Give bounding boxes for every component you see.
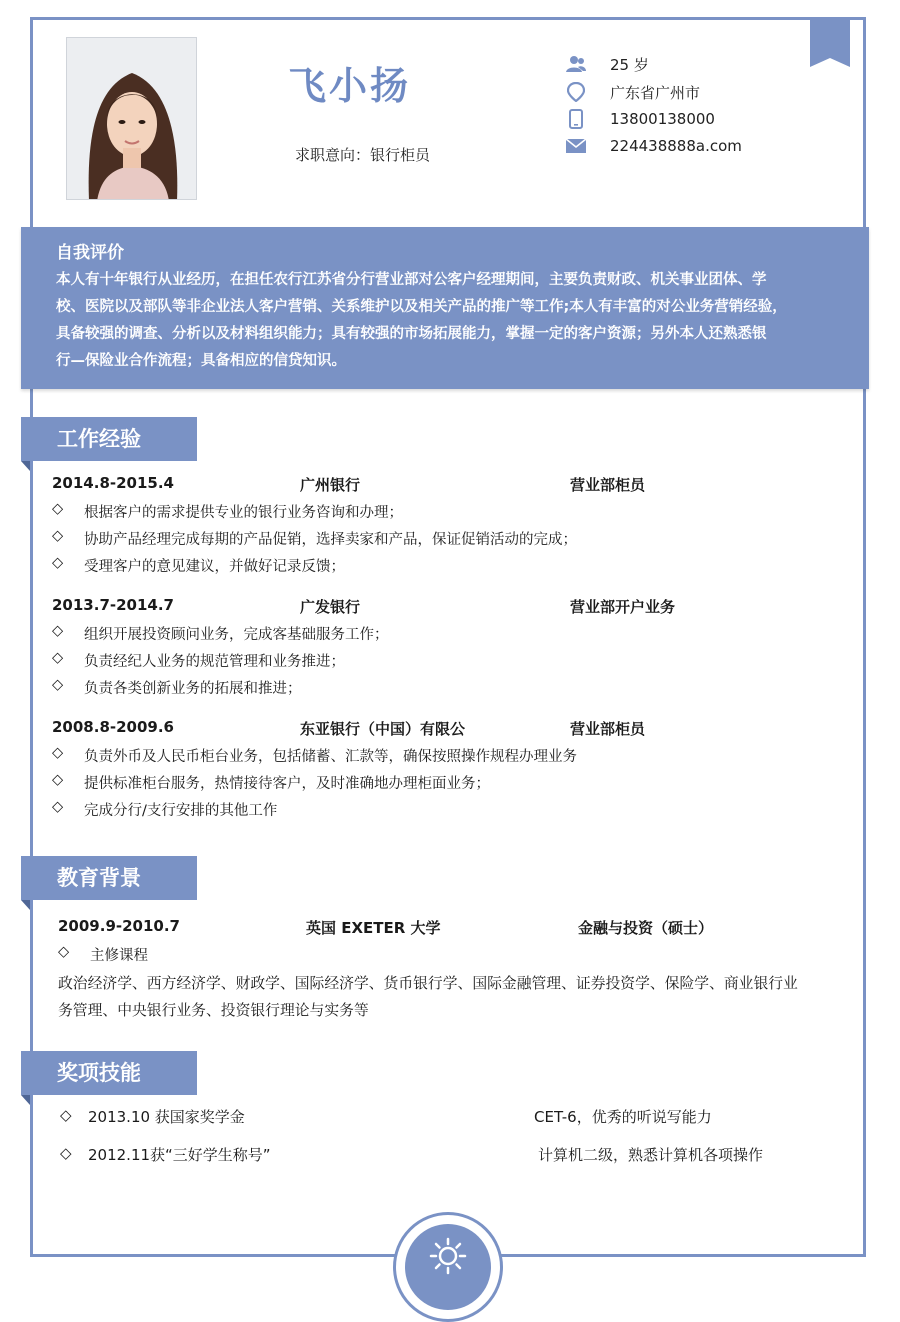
job-company: 广州银行: [300, 476, 361, 494]
courses-line: 务管理、中央银行业务、投资银行理论与实务等: [58, 1002, 369, 1019]
job-duty-text: 协助产品经理完成每期的产品促销，选择卖家和产品，保证促销活动的完成；: [84, 532, 577, 548]
award-text: 2013.10 获国家奖学金: [88, 1108, 245, 1126]
self-evaluation-line: 本人有十年银行从业经历，在担任农行江苏省分行营业部对公客户经理期间，主要负责财政、机关事业团体、学: [56, 272, 767, 288]
diamond-icon: ◇: [60, 1144, 72, 1162]
profile-photo: [66, 37, 197, 200]
job-header: [52, 596, 832, 618]
job-period: 2013.7-2014.7: [52, 596, 174, 614]
job-role: 营业部柜员: [570, 720, 646, 738]
contact-location-text: 广东省广州市: [610, 83, 701, 102]
job-duty: [52, 555, 345, 577]
diamond-icon: ◇: [52, 623, 64, 639]
self-evaluation-text: [56, 267, 841, 375]
diamond-icon: ◇: [52, 677, 64, 693]
job-duty-text: 组织开展投资顾问业务，完成客基础服务工作；: [84, 627, 389, 643]
awards-section-title: 奖项技能: [21, 1051, 197, 1095]
job-company: 广发银行: [300, 598, 361, 616]
diamond-icon: ◇: [52, 745, 64, 761]
diamond-icon: ◇: [52, 799, 64, 815]
contact-age-text: 25 岁: [610, 55, 649, 74]
job-duty-text: 受理客户的意见建议，并做好记录反馈；: [84, 559, 345, 575]
contact-location: [566, 80, 700, 104]
job-duty: [52, 528, 577, 550]
education-period: 2009.9-2010.7: [58, 917, 180, 935]
diamond-icon: ◇: [52, 772, 64, 788]
job-role: 营业部柜员: [570, 476, 646, 494]
diamond-icon: ◇: [52, 650, 64, 666]
self-evaluation-line: 行—保险业合作流程；具备相应的信贷知识。: [56, 353, 346, 369]
contact-phone: [566, 107, 715, 131]
self-evaluation-line: 校、医院以及部队等非企业法人客户营销、关系维护以及相关产品的推广等工作;本人有丰富的对公业务营销经验，: [56, 299, 787, 315]
location-icon: [566, 82, 586, 102]
diamond-icon: ◇: [52, 501, 64, 517]
self-evaluation-line: 具备较强的调查、分析以及材料组织能力；具有较强的市场拓展能力，掌握一定的客户资源；另外本人还熟悉银: [56, 326, 767, 342]
job-intent-value: 银行柜员: [370, 146, 431, 164]
candidate-name: 飞小扬: [288, 64, 412, 108]
job-period: 2014.8-2015.4: [52, 474, 174, 492]
job-duty-text: 完成分行/支行安排的其他工作: [84, 803, 278, 819]
job-duty: [52, 745, 577, 767]
diamond-icon: ◇: [52, 528, 64, 544]
contact-phone-text: 13800138000: [610, 110, 715, 128]
job-role: 营业部开户业务: [570, 598, 676, 616]
job-company: 东亚银行（中国）有限公: [300, 720, 466, 738]
job-intent-label: 求职意向：: [295, 146, 371, 164]
diamond-icon: ◇: [58, 944, 70, 960]
job-duty-text: 根据客户的需求提供专业的银行业务咨询和办理；: [84, 505, 403, 521]
self-evaluation-section: [21, 227, 869, 389]
education-school: 英国 EXETER 大学: [306, 919, 441, 937]
diamond-icon: ◇: [52, 555, 64, 571]
user-icon: [566, 54, 586, 74]
job-header: [52, 474, 832, 496]
mail-icon: [566, 136, 586, 156]
contact-mail: [566, 134, 742, 158]
job-intent: [295, 144, 430, 165]
diamond-icon: ◇: [60, 1106, 72, 1124]
education-section-title: 教育背景: [21, 856, 197, 900]
job-duty: [52, 799, 277, 821]
education-header: [58, 917, 838, 939]
award-item: [60, 1144, 271, 1166]
education-degree: 金融与投资（硕士）: [578, 919, 714, 937]
course-label-row: [58, 944, 148, 966]
award-item: [60, 1106, 245, 1128]
courses-line: 政治经济学、西方经济学、财政学、国际经济学、货币银行学、国际金融管理、证券投资学、保险学、商业银行业: [58, 975, 798, 992]
job-duty-text: 负责各类创新业务的拓展和推进；: [84, 681, 302, 697]
course-label: 主修课程: [90, 948, 148, 964]
job-duty: [52, 623, 389, 645]
job-duty: [52, 772, 490, 794]
contact-mail-text: 224438888a.com: [610, 137, 742, 155]
skill-item: 计算机二级，熟悉计算机各项操作: [538, 1146, 764, 1164]
contact-age: [566, 52, 649, 76]
job-duty-text: 提供标准柜台服务，热情接待客户，及时准确地办理柜面业务；: [84, 776, 490, 792]
self-evaluation-title: 自我评价: [56, 243, 124, 263]
job-duty-text: 负责外币及人民币柜台业务，包括储蓄、汇款等，确保按照操作规程办理业务: [84, 749, 577, 765]
award-text: 2012.11获“三好学生称号”: [88, 1146, 271, 1164]
job-header: [52, 718, 832, 740]
job-period: 2008.8-2009.6: [52, 718, 174, 736]
phone-icon: [566, 109, 586, 129]
job-duty: [52, 650, 345, 672]
job-duty: [52, 501, 403, 523]
sun-icon: [428, 1236, 468, 1276]
work-section-title: 工作经验: [21, 417, 197, 461]
job-duty-text: 负责经纪人业务的规范管理和业务推进；: [84, 654, 345, 670]
job-duty: [52, 677, 302, 699]
skill-item: CET-6，优秀的听说写能力: [534, 1108, 712, 1126]
